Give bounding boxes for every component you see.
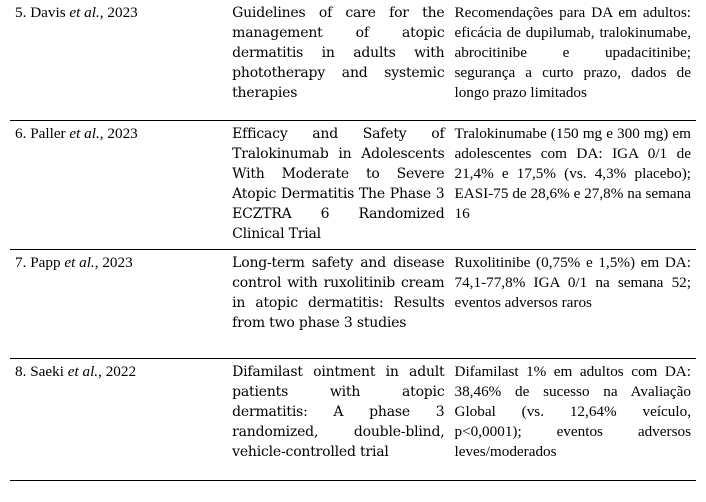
author-name: 8. Saeki — [15, 363, 64, 380]
author-year: , 2023 — [94, 254, 133, 271]
author-etal: et al. — [69, 125, 100, 142]
summary-cell: Tralokinumabe (150 mg e 300 mg) em adolescentes com DA: IGA 0/1 de 21,4% e 17,5% (vs. 4,3% placebo); EASI-75 de 28,6% e 27,8% na semana 16 — [449, 121, 696, 250]
author-name: 5. Davis — [15, 4, 66, 21]
author-cell — [10, 0, 227, 121]
title-cell: Efficacy and Safety of Tralokinumab in Adolescents With Moderate to Severe Atopic Dermatitis The Phase 3 ECZTRA 6 Randomized Clinical Trial — [227, 121, 449, 250]
table-row — [10, 121, 696, 250]
author-cell — [10, 359, 227, 481]
summary-cell: Difamilast 1% em adultos com DA: 38,46% de sucesso na Avaliação Global (vs. 12,64% veículo, p<0,0001); eventos adversos leves/moderados — [449, 359, 696, 481]
author-year: , 2022 — [98, 363, 137, 380]
author-etal: et al. — [64, 254, 95, 271]
author-cell — [10, 121, 227, 250]
title-cell: Long-term safety and disease control with ruxolitinib cream in atopic dermatitis: Results from two phase 3 studies — [227, 250, 449, 359]
author-name: 7. Papp — [15, 254, 61, 271]
summary-cell: Recomendações para DA em adultos: eficácia de dupilumab, tralokinumabe, abrocitinibe e upadacitinibe; segurança a curto prazo, dados de longo prazo limitados — [449, 0, 696, 121]
title-cell: Difamilast ointment in adult patients with atopic dermatitis: A phase 3 randomized, double-blind, vehicle-controlled trial — [227, 359, 449, 481]
title-cell: Guidelines of care for the management of atopic dermatitis in adults with phototherapy and systemic therapies — [227, 0, 449, 121]
author-name: 6. Paller — [15, 125, 66, 142]
author-etal: et al. — [69, 4, 100, 21]
author-year: , 2023 — [99, 125, 138, 142]
summary-cell: Ruxolitinibe (0,75% e 1,5%) em DA: 74,1-77,8% IGA 0/1 na semana 52; eventos adversos raros — [449, 250, 696, 359]
table-row — [10, 359, 696, 481]
studies-table — [10, 0, 696, 481]
table-row — [10, 250, 696, 359]
table-row — [10, 0, 696, 121]
author-year: , 2023 — [99, 4, 138, 21]
author-etal: et al. — [67, 363, 99, 380]
author-cell — [10, 250, 227, 359]
